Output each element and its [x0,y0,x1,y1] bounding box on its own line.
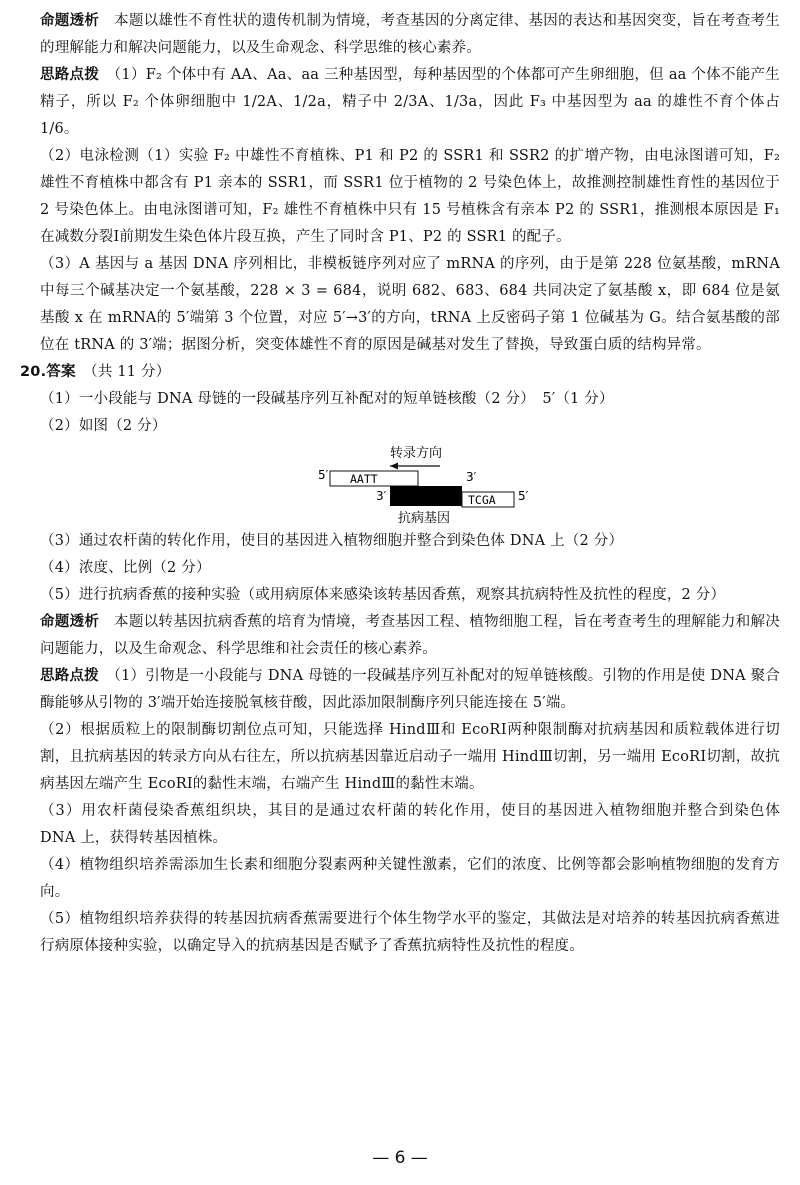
analysis-text: 本题以雄性不育性状的遗传机制为情境，考查基因的分离定律、基因的表达和基因突变，旨在考查考生的理解能力和解决问题能力，以及生命观念、科学思维的核心素养。 [40,13,781,56]
gene-diagram [40,442,780,528]
transcription-direction-label: 转录方向 [390,446,443,461]
gene-block [390,486,462,506]
hint-paragraph: （3）用农杆菌侵染香蕉组织块，其目的是通过农杆菌的转化作用，使目的基因进入植物细胞并整合到染色体 DNA 上，获得转基因植株。 [40,803,780,846]
question-number: 20. [20,364,47,380]
hint-paragraph: （2）电泳检测（1）实验 F₂ 中雄性不育植株、P1 和 P2 的 SSR1 和 SSR2 的扩增产物，由电泳图谱可知，F₂ 雄性不育植株中都含有 P1 亲本的 SSR1，而 SSR1 位于植物的 2 号染色体上，故推测控制雄性育性的基因位于 2 号染色体上。由电泳图谱可知，F₂ 雄性不育植株中只有 15 号植株含有亲本 P2 的 SSR1，推测根本原因是 F₁ 在减数分裂Ⅰ前期发生染色体片段互换，产生了同时含 P1、P2 的 SSR1 的配子。 [40,148,780,245]
prime3-top-label: 3′ [466,470,477,484]
hint-text: （1）引物是一小段能与 DNA 母链的一段碱基序列互补配对的短单链核酸。引物的作用是使 DNA 聚合酶能够从引物的 3′端开始连接脱氧核苷酸，因此添加限制酶序列只能连接在 5′端。 [40,668,780,711]
answer-item: （1）一小段能与 DNA 母链的一段碱基序列互补配对的短单链核酸（2 分） 5′（1 分） [40,391,614,407]
right-primer-sequence: TCGA [468,493,496,507]
question-header [20,359,780,386]
answer-page [20,8,781,960]
answer-item: （3）通过农杆菌的转化作用，使目的基因进入植物细胞并整合到染色体 DNA 上（2 分） [40,533,624,549]
analysis-text: 本题以转基因抗病香蕉的培育为情境，考查基因工程、植物细胞工程，旨在考查考生的理解能力和解决问题能力，以及生命观念、科学思维和社会责任的核心素养。 [40,614,781,657]
hint-text: （1）F₂ 个体中有 AA、Aa、aa 三种基因型，每种基因型的个体都可产生卵细胞，但 aa 个体不能产生精子，所以 F₂ 个体卵细胞中 1/2A、1/2a，精子中 2/3A、1/3a，因此 F₃ 中基因型为 aa 的雄性不育个体占 1/6。 [40,67,780,137]
direction-arrow-head [390,463,398,470]
section-label: 思路点拨 [40,668,99,684]
analysis-paragraph [40,609,780,663]
answer-item: （4）浓度、比例（2 分） [40,560,211,576]
hint-paragraph [40,62,780,143]
hint-paragraph: （5）植物组织培养获得的转基因抗病香蕉需要进行个体生物学水平的鉴定，其做法是对培养的转基因抗病香蕉进行病原体接种实验，以确定导入的抗病基因是否赋予了香蕉抗病特性及抗性的程度。 [40,911,780,954]
section-label: 思路点拨 [40,67,100,83]
page-number: — 6 — [372,1148,428,1168]
total-score: （共 11 分） [90,364,171,380]
answer-label: 答案 [46,364,76,380]
gene-label: 抗病基因 [398,511,451,526]
hint-paragraph: （4）植物组织培养需添加生长素和细胞分裂素两种关键性激素，它们的浓度、比例等都会影响植物细胞的发育方向。 [40,857,780,900]
left-primer-sequence: AATT [350,472,378,486]
hint-paragraph: （2）根据质粒上的限制酶切割位点可知，只能选择 HindⅢ和 EcoRⅠ两种限制酶对抗病基因和质粒载体进行切割，且抗病基因的转录方向从右往左，所以抗病基因靠近启动子一端用 HindⅢ切割，另一端用 EcoRⅠ切割，故抗病基因左端产生 EcoRⅠ的黏性末端，右端产生 HindⅢ的黏性末端。 [40,722,780,792]
hint-paragraph: （3）A 基因与 a 基因 DNA 序列相比，非模板链序列对应了 mRNA 的序列，由于是第 228 位氨基酸，mRNA 中每三个碱基决定一个氨基酸，228 × 3 = 684，说明 682、683、684 共同决定了氨基酸 x，即 684 位是氨基酸 x 在 mRNA的 5′端第 3 个位置，对应 5′→3′的方向，tRNA 上反密码子第 1 位碱基为 G。结合氨基酸的部位在 tRNA 的 3′端；据图分析，突变体雄性不育的原因是碱基对发生了替换，导致蛋白质的结构异常。 [40,256,780,353]
answer-item: （5）进行抗病香蕉的接种实验（或用病原体来感染该转基因香蕉，观察其抗病特性及抗性的程度，2 分） [40,587,726,603]
prime5-right-label: 5′ [518,489,529,503]
prime5-left-label: 5′ [318,468,329,482]
answer-item: （2）如图（2 分） [40,418,167,434]
section-label: 命题透析 [40,614,100,630]
section-label: 命题透析 [40,13,100,29]
prime3-bottom-label: 3′ [376,489,387,503]
hint-paragraph [40,663,780,717]
gene-diagram-svg [290,442,530,526]
analysis-paragraph [40,8,780,62]
